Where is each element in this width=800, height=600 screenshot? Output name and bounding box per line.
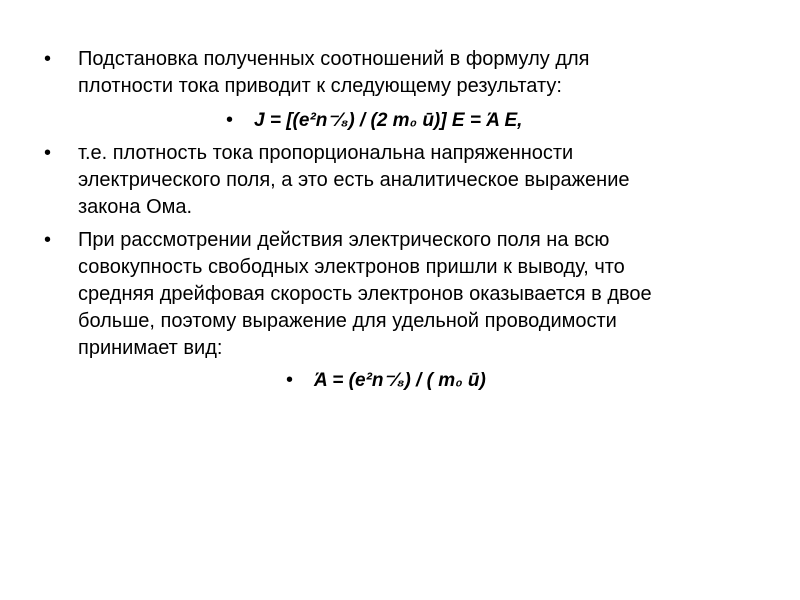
paragraph-line: При рассмотрении действия электрического поля на всю [78,229,610,251]
bullet-formula-2: • [286,369,294,391]
paragraph-line: средняя дрейфовая скорость электронов оказывается в двое [78,283,652,305]
bullet-1: • [44,48,52,70]
bullet-2: • [44,142,52,164]
paragraph-line: совокупность свободных электронов пришли к выводу, что [78,256,625,278]
formula-current-density: J = [(e²n⁻⁄₈) / (2 m₀ ū)] E = Ά E, [254,110,523,131]
bullet-3: • [44,229,52,251]
paragraph-line: т.е. плотность тока пропорциональна напряженности [78,142,574,164]
paragraph-substitution [78,46,758,100]
bullet-formula-1: • [226,109,234,131]
paragraph-line: больше, поэтому выражение для удельной проводимости [78,310,617,332]
paragraph-ohms-law [78,140,758,221]
paragraph-line: Подстановка полученных соотношений в формулу для [78,48,590,70]
paragraph-line: плотности тока приводит к следующему результату: [78,75,562,97]
paragraph-drift-velocity [78,227,758,362]
paragraph-line: принимает вид: [78,337,223,359]
paragraph-line: электрического поля, а это есть аналитическое выражение [78,169,630,191]
paragraph-line: закона Ома. [78,196,193,218]
formula-conductivity: Ά = (e²n⁻⁄₈) / ( m₀ ū) [314,370,486,391]
